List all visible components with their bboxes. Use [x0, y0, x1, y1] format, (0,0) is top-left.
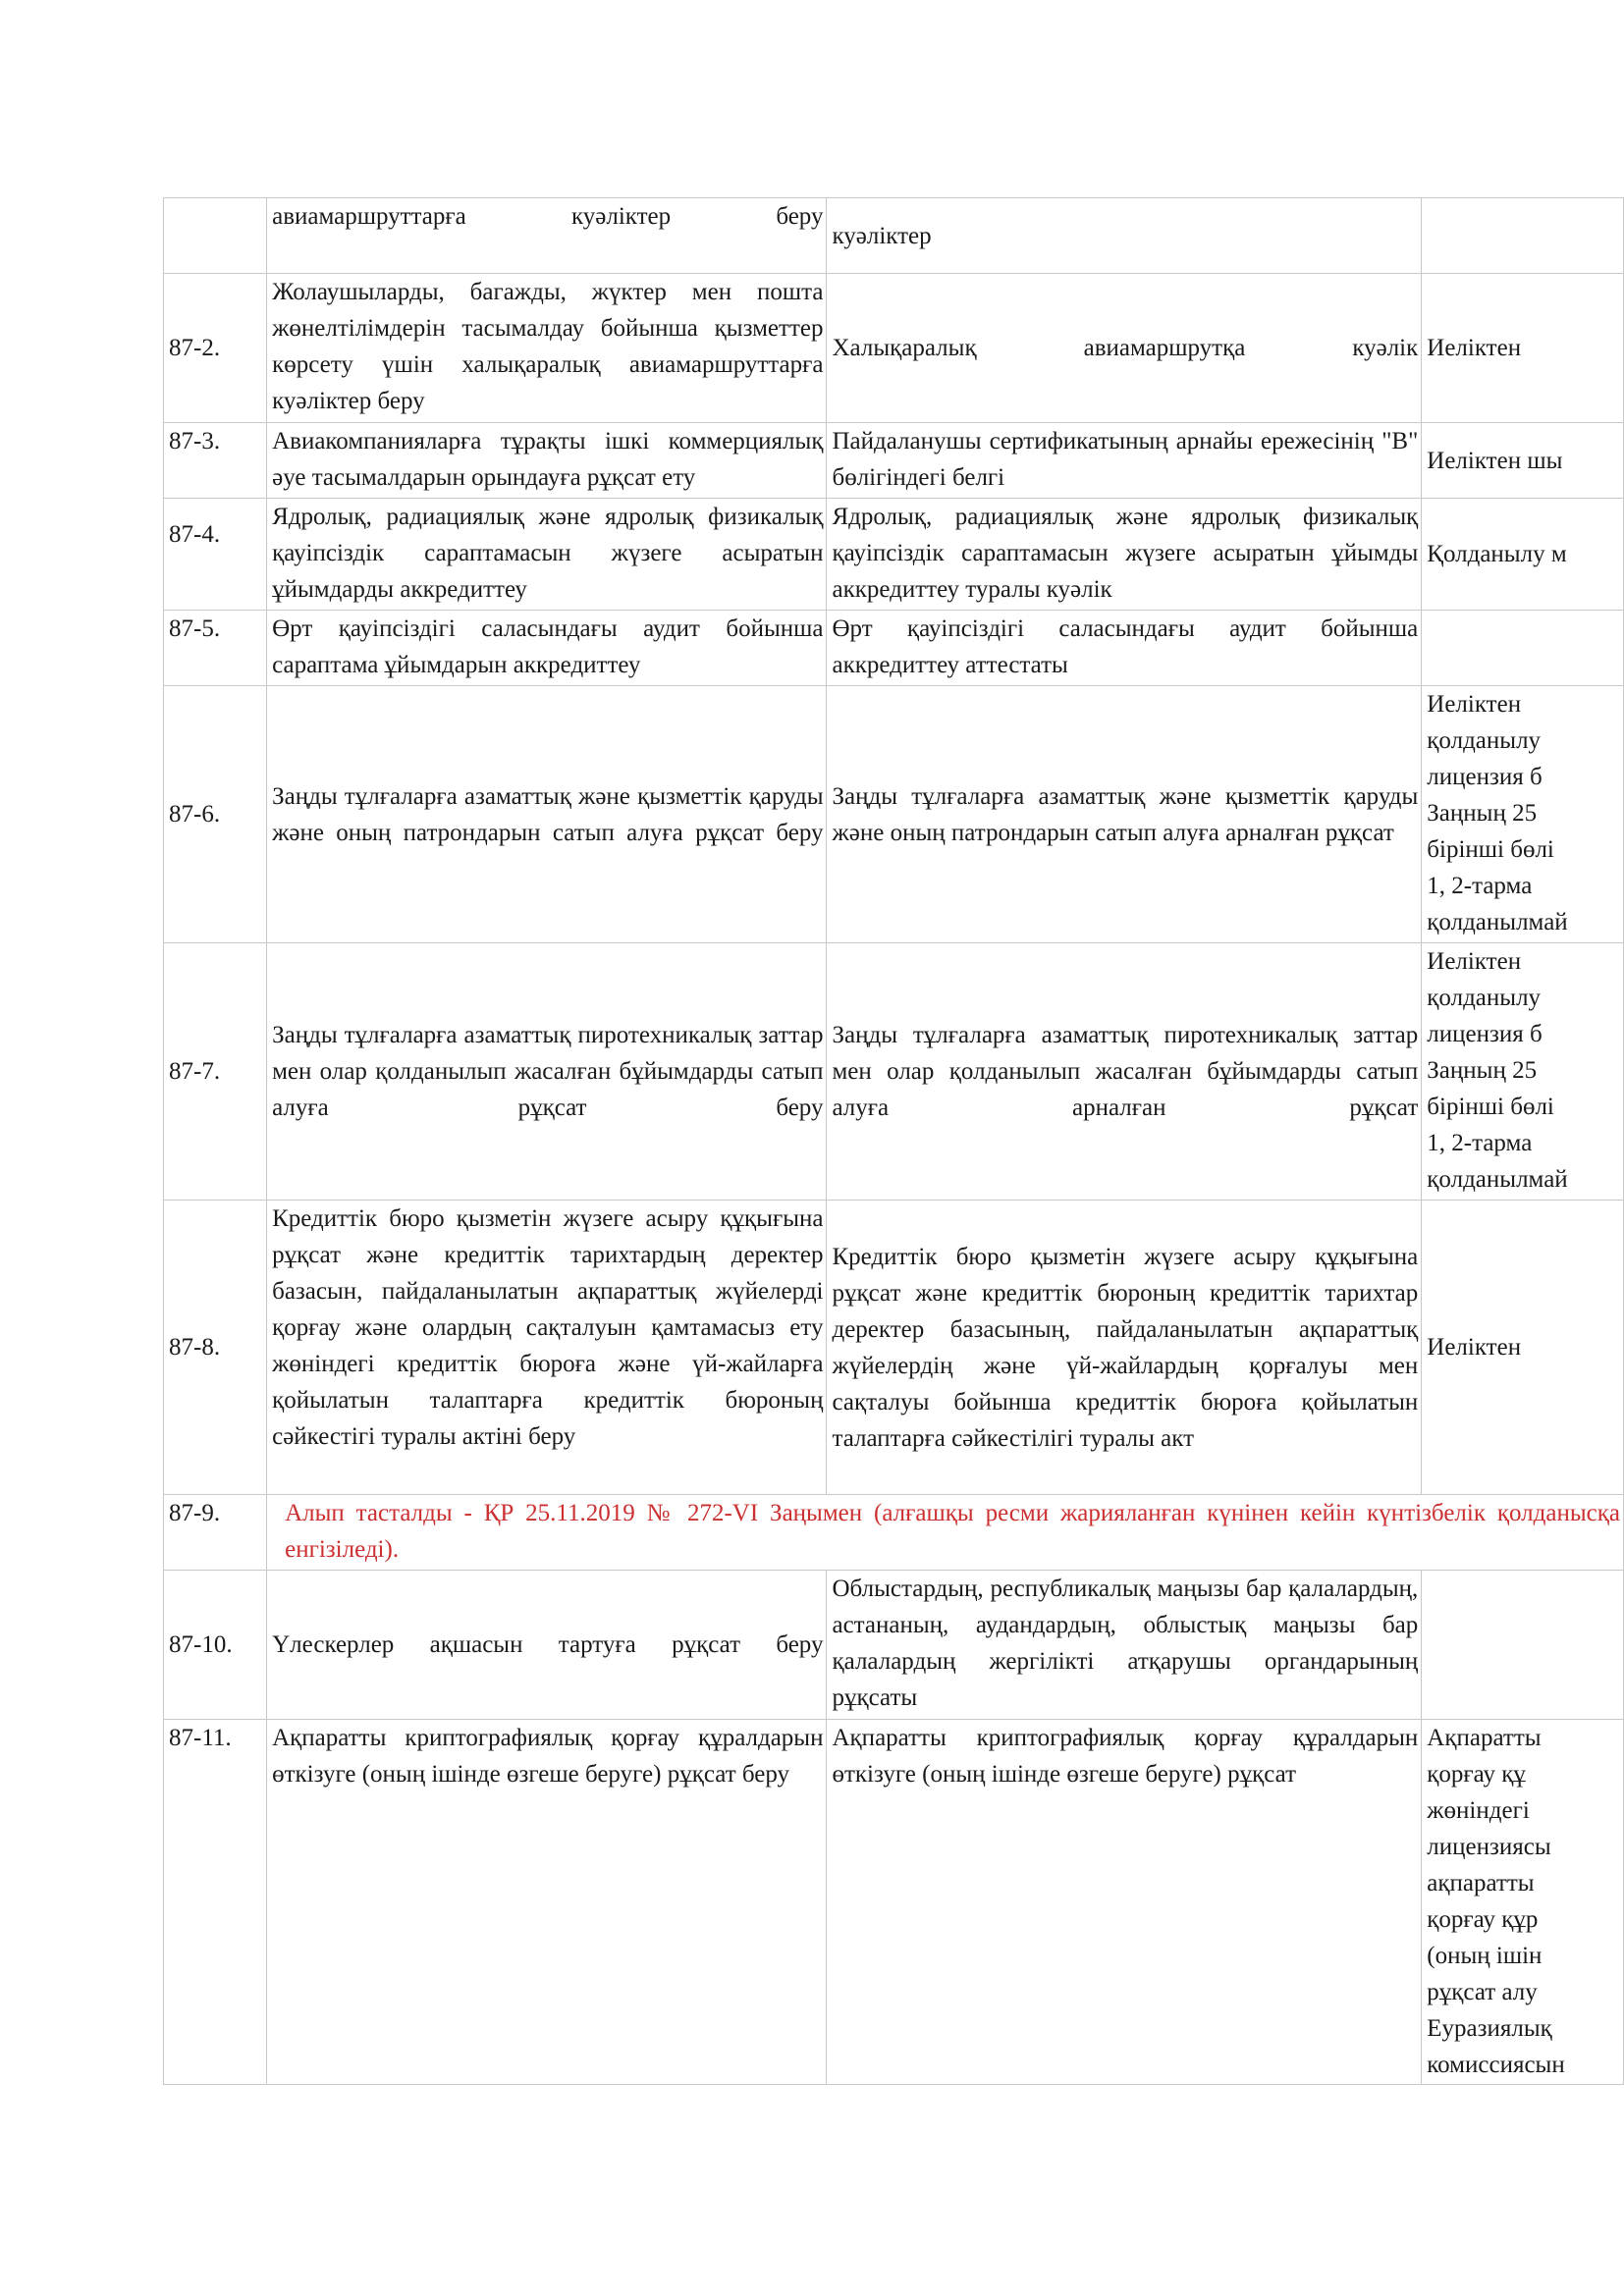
permit-document-cell: Пайдаланушы сертификатының арнайы ережесінің "B" бөлігіндегі белгі	[827, 423, 1422, 499]
row-number-cell: 87-5.	[164, 611, 267, 686]
permit-document-cell: Өрт қауіпсіздігі саласындағы аудит бойынша аккредиттеу аттестаты	[827, 611, 1422, 686]
condition-line: лицензия б	[1427, 764, 1543, 790]
permit-document-cell: куәліктер	[827, 198, 1422, 274]
table-row	[164, 423, 1624, 499]
table-row	[164, 198, 1624, 274]
conditions-cell: Қолданылу м	[1422, 499, 1624, 611]
condition-line: (оның ішін	[1427, 1943, 1543, 1969]
row-number-cell: 87-10.	[164, 1571, 267, 1720]
condition-line: комиссиясын	[1427, 2052, 1565, 2078]
permit-document-cell: Ядролық, радиациялық және ядролық физикалық қауіпсіздік сараптамасын жүзеге асыратын ұйымды аккредиттеу туралы куәлік	[827, 499, 1422, 611]
permit-name-cell: Ақпаратты криптографиялық қорғау құралдарын өткізуге (оның ішінде өзгеше беруге) рұқсат беру	[267, 1720, 827, 2085]
condition-line: лицензиясы	[1427, 1834, 1551, 1860]
condition-line: Еуразиялық	[1427, 2015, 1552, 2042]
condition-line: қолданылмай	[1427, 909, 1568, 935]
row-number-cell: 87-4.	[164, 499, 267, 611]
condition-line: қорғау құ	[1427, 1761, 1526, 1788]
condition-line: 1, 2-тарма	[1427, 873, 1533, 899]
permit-document-cell: Халықаралық авиамаршрутқа куәлік	[827, 274, 1422, 423]
permit-name-cell: Кредиттік бюро қызметін жүзеге асыру құқығына рұқсат және кредиттік тарихтардың деректер базасын, пайдаланылатын ақпараттық жүйелерді қорғау және олардың сақталуын қамтамасыз ету жөніндегі кредиттік бюроға және үй-жайларға қойылатын талаптарға кредиттік бюроның сәйкестігі туралы актіні беру	[267, 1201, 827, 1495]
permits-table	[163, 197, 1624, 2085]
table-row	[164, 943, 1624, 1201]
condition-line: қолданылу	[1427, 985, 1542, 1011]
row-number-cell: 87-9.	[164, 1495, 267, 1571]
table-row	[164, 611, 1624, 686]
permit-name-cell: Авиакомпанияларға тұрақты ішкі коммерциялық әуе тасымалдарын орындауға рұқсат ету	[267, 423, 827, 499]
permit-document-cell: Ақпаратты криптографиялық қорғау құралдарын өткізуге (оның ішінде өзгеше беруге) рұқсат	[827, 1720, 1422, 2085]
condition-line: Иеліктен	[1427, 691, 1522, 718]
conditions-cell	[1422, 1571, 1624, 1720]
conditions-cell	[1422, 198, 1624, 274]
permit-name-cell: Өрт қауіпсіздігі саласындағы аудит бойынша сараптама ұйымдарын аккредиттеу	[267, 611, 827, 686]
condition-line: Заңның 25	[1427, 1057, 1538, 1084]
table-row	[164, 686, 1624, 943]
condition-line: бірінші бөлі	[1427, 836, 1554, 863]
permit-document-cell: Облыстардың, республикалық маңызы бар қалалардың, астананың, аудандардың, облыстық маңызы бар қалалардың жергілікті атқарушы органдарының рұқсаты	[827, 1571, 1422, 1720]
row-number-cell: 87-3.	[164, 423, 267, 499]
condition-line: Заңның 25	[1427, 800, 1538, 827]
condition-line: ақпаратты	[1427, 1870, 1535, 1896]
condition-line: қолданылмай	[1427, 1166, 1568, 1193]
condition-line: 1, 2-тарма	[1427, 1130, 1533, 1156]
removed-note	[267, 1495, 1624, 1571]
row-number-cell: 87-8.	[164, 1201, 267, 1495]
permit-name-cell: Жолаушыларды, багажды, жүктер мен пошта жөнелтілімдерін тасымалдау бойынша қызметтер көрсету үшін халықаралық авиамаршруттарға куәліктер беру	[267, 274, 827, 423]
condition-line: жөніндегі	[1427, 1797, 1530, 1824]
conditions-cell	[1422, 611, 1624, 686]
condition-line: лицензия б	[1427, 1021, 1543, 1047]
table-row	[164, 1720, 1624, 2085]
condition-line: Иеліктен	[1427, 948, 1522, 975]
condition-line: Ақпаратты	[1427, 1725, 1542, 1751]
permit-name-cell: Үлескерлер ақшасын тартуға рұқсат беру	[267, 1571, 827, 1720]
condition-line: рұқсат алу	[1427, 1979, 1538, 2005]
condition-line: қорғау құр	[1427, 1906, 1539, 1933]
row-number-cell: 87-2.	[164, 274, 267, 423]
table-row	[164, 274, 1624, 423]
row-number-cell: 87-7.	[164, 943, 267, 1201]
conditions-cell: Иеліктен	[1422, 1201, 1624, 1495]
conditions-cell	[1422, 686, 1624, 943]
condition-line: қолданылу	[1427, 727, 1542, 754]
row-number-cell: 87-6.	[164, 686, 267, 943]
table-row	[164, 1571, 1624, 1720]
permit-document-cell: Кредиттік бюро қызметін жүзеге асыру құқығына рұқсат және кредиттік бюроның кредиттік тарихтар деректер базасының, пайдаланылатын ақпараттық жүйелердің және үй-жайлардың қорғалуы мен сақталуы бойынша кредиттік бюроға қойылатын талаптарға сәйкестілігі туралы акт	[827, 1201, 1422, 1495]
removed-note-text: Алып тасталды - ҚР 25.11.2019 № 272-VI Заңымен (алғашқы ресми жарияланған күнінен кейін күнтізбелік қолданысқа енгізіледі).	[285, 1500, 1620, 1563]
conditions-cell: Иеліктен шы	[1422, 423, 1624, 499]
permit-name-cell: Заңды тұлғаларға азаматтық пиротехникалық заттар мен олар қолданылып жасалған бұйымдарды сатып алуға рұқсат беру	[267, 943, 827, 1201]
table-row	[164, 1201, 1624, 1495]
conditions-cell: Иеліктен	[1422, 274, 1624, 423]
row-number-cell	[164, 198, 267, 274]
row-number-cell: 87-11.	[164, 1720, 267, 2085]
table-row	[164, 499, 1624, 611]
condition-line: бірінші бөлі	[1427, 1094, 1554, 1120]
conditions-cell	[1422, 1720, 1624, 2085]
permit-document-cell: Заңды тұлғаларға азаматтық пиротехникалық заттар мен олар қолданылып жасалған бұйымдарды сатып алуға арналған рұқсат	[827, 943, 1422, 1201]
permit-name-cell: Заңды тұлғаларға азаматтық және қызметтік қаруды және оның патрондарын сатып алуға рұқсат беру	[267, 686, 827, 943]
permit-name-cell: Ядролық, радиациялық және ядролық физикалық қауіпсіздік сараптамасын жүзеге асыратын ұйымдарды аккредиттеу	[267, 499, 827, 611]
conditions-cell	[1422, 943, 1624, 1201]
permit-document-cell: Заңды тұлғаларға азаматтық және қызметтік қаруды және оның патрондарын сатып алуға арналған рұқсат	[827, 686, 1422, 943]
table-row	[164, 1495, 1624, 1571]
permit-name-cell: авиамаршруттарға куәліктер беру	[267, 198, 827, 274]
